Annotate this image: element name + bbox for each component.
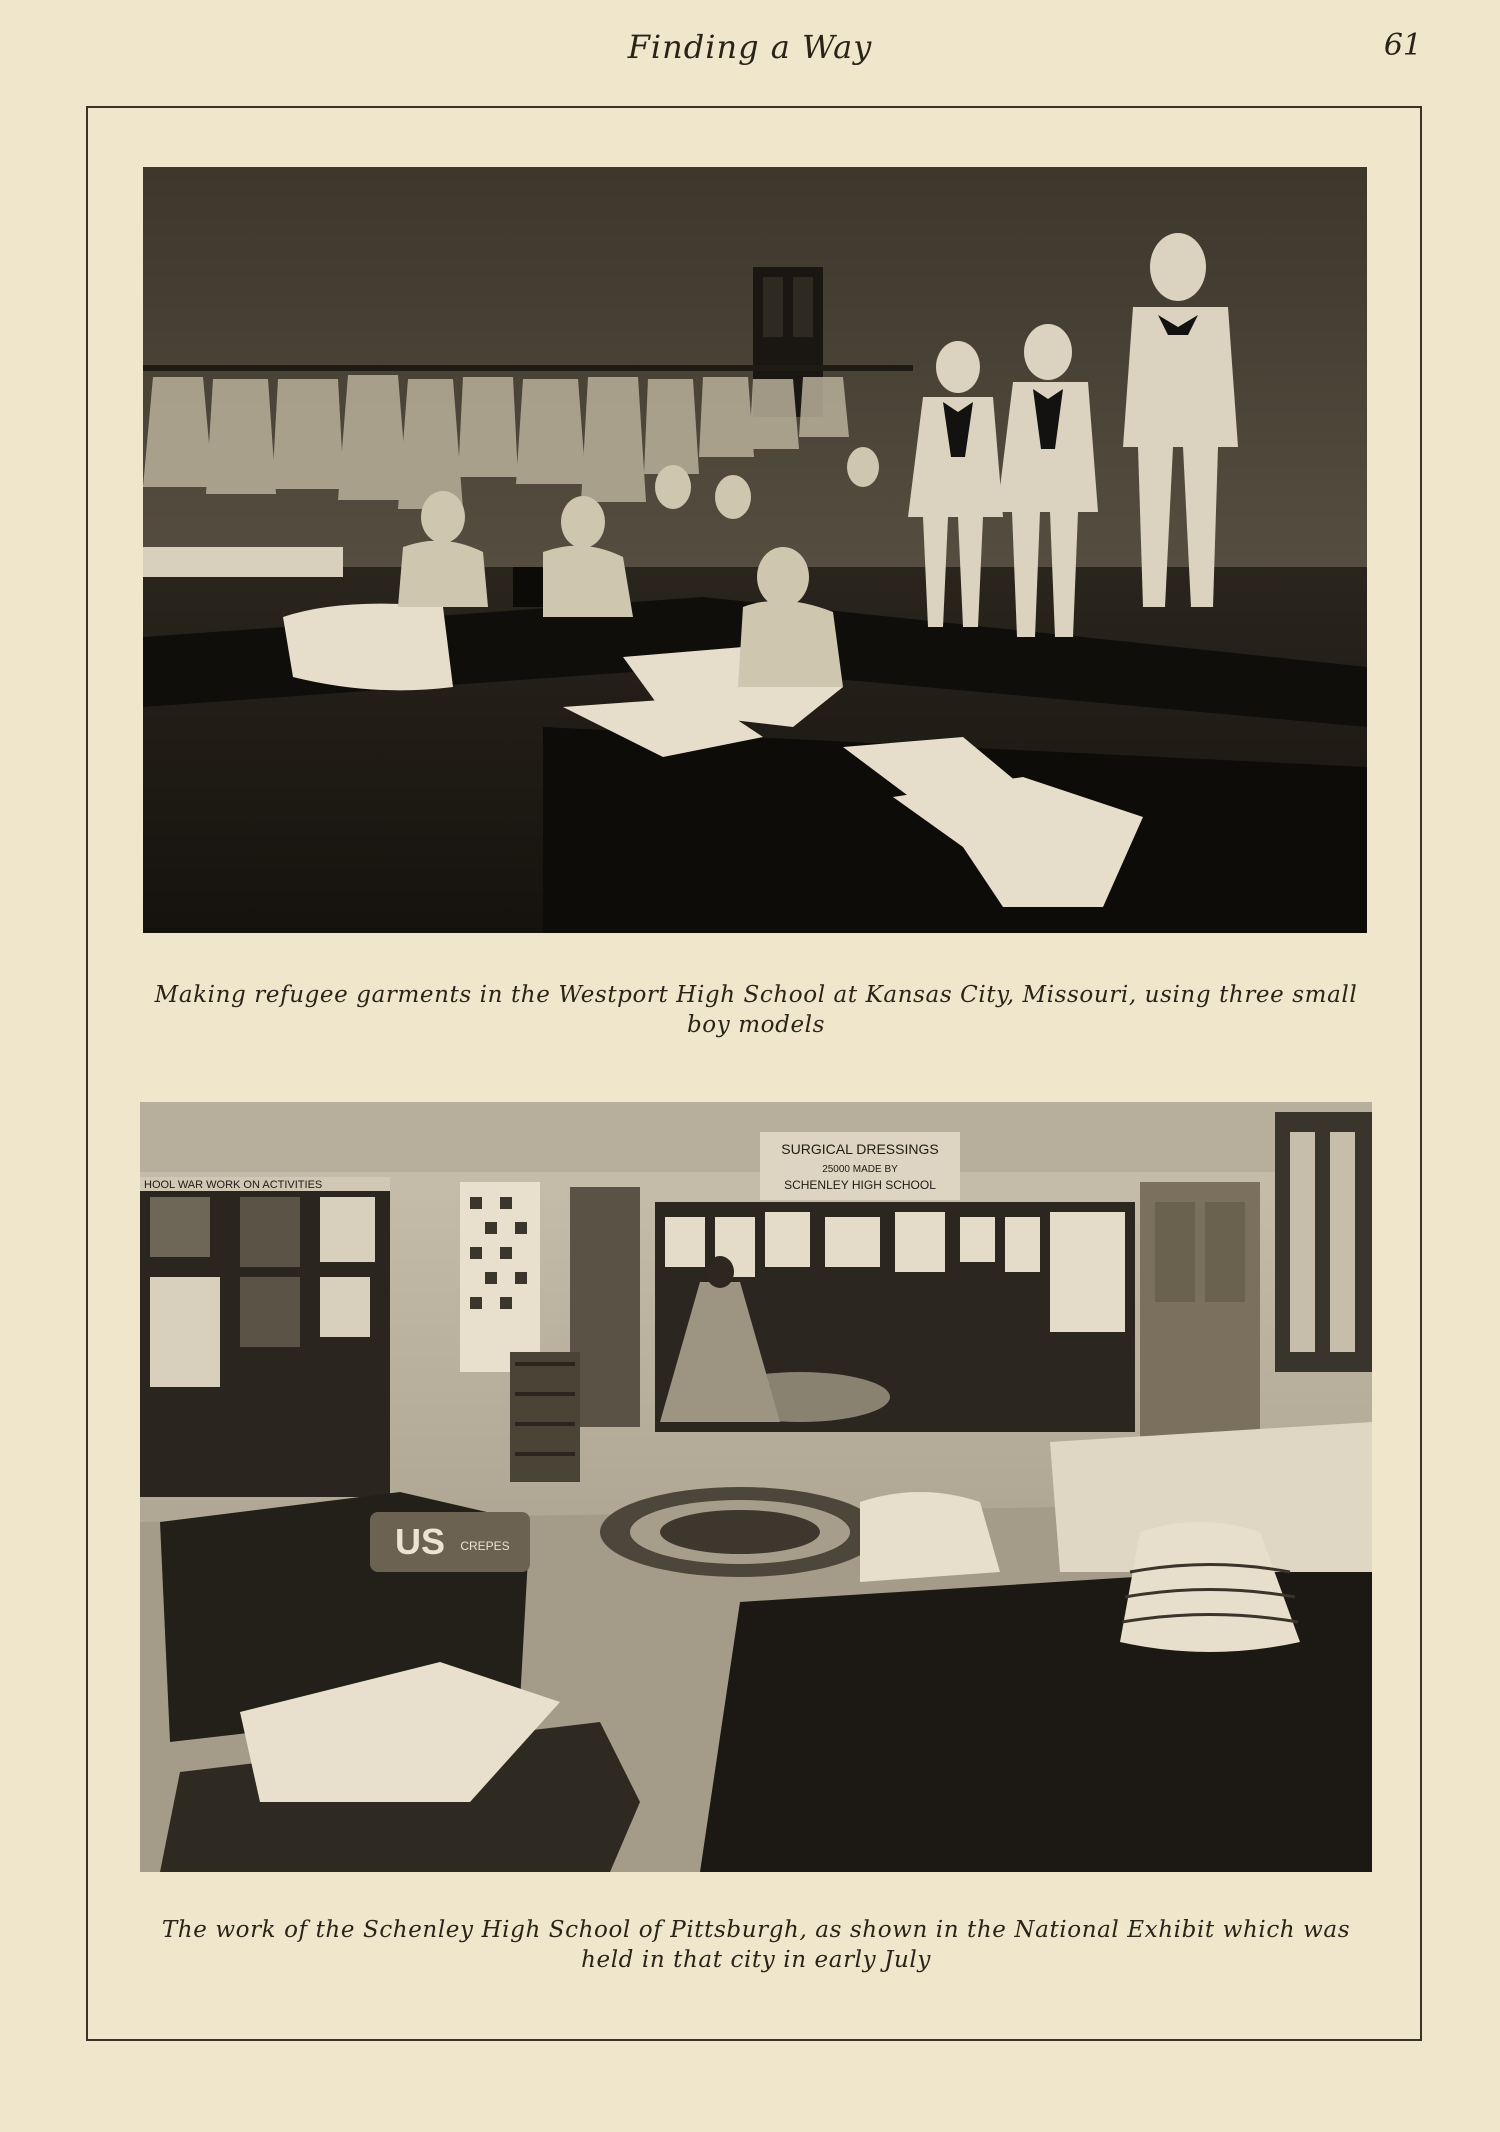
banner-line-2: 25000 MADE BY bbox=[822, 1164, 898, 1175]
caption-top: Making refugee garments in the Westport High School at Kansas City, Missouri, using three small boy models bbox=[154, 982, 1358, 1038]
page-title: Finding a Way bbox=[627, 28, 873, 66]
table-sign-small: CREPES bbox=[460, 1539, 510, 1553]
photo-sewing-classroom bbox=[143, 167, 1367, 933]
left-board-label: HOOL WAR WORK ON ACTIVITIES bbox=[144, 1179, 323, 1191]
banner-line-1: SURGICAL DRESSINGS bbox=[781, 1141, 939, 1157]
running-head bbox=[0, 28, 1500, 68]
table-sign-us: US bbox=[394, 1521, 446, 1562]
page-number: 61 bbox=[1383, 28, 1422, 63]
caption-bottom: The work of the Schenley High School of Pittsburgh, as shown in the National Exhibit which was held in that city in early July bbox=[161, 1917, 1351, 1973]
photo-exhibit-room bbox=[140, 1102, 1372, 1872]
banner-line-3: SCHENLEY HIGH SCHOOL bbox=[784, 1178, 936, 1192]
